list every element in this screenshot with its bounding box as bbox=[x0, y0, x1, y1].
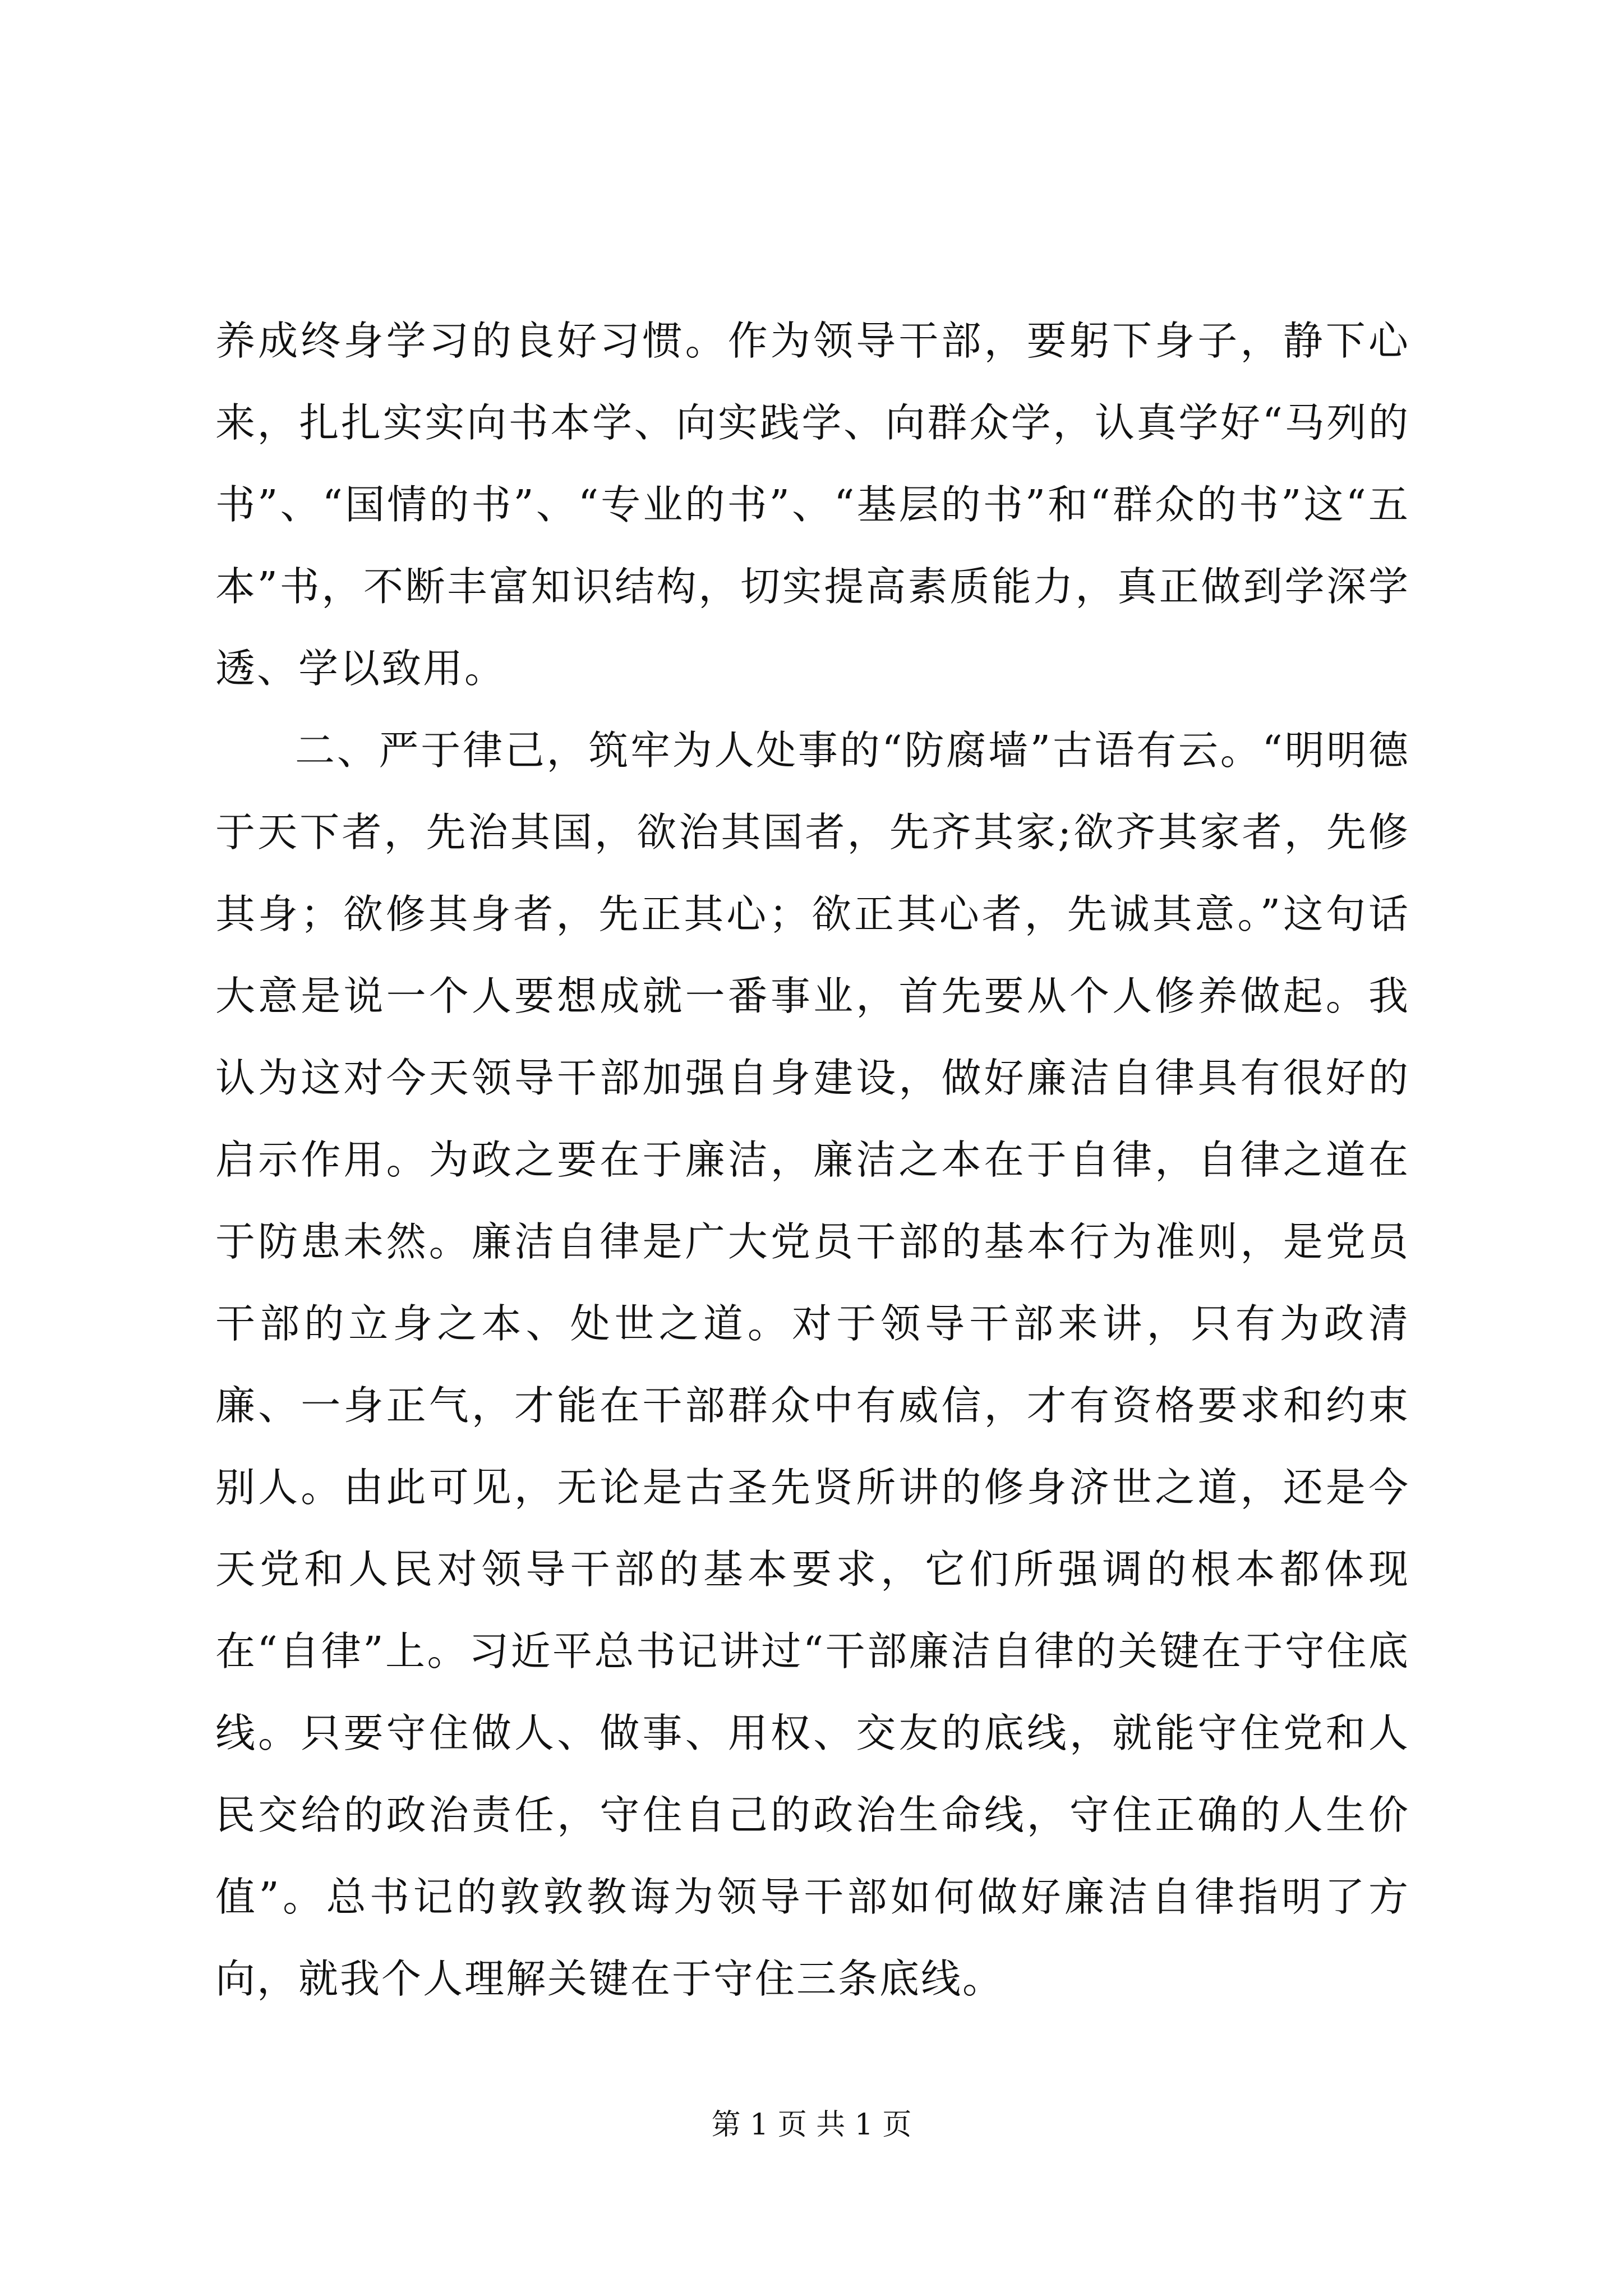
paragraph-1: 养成终身学习的良好习惯。作为领导干部，要躬下身子，静下心来，扎扎实实向书本学、向实践学、向群众学，认真学好“马列的书”、“国情的书”、“专业的书”、“基层的书”和“群众的书”这“五本”书，不断丰富知识结构，切实提高素质能力，真正做到学深学透、学以致用。 bbox=[215, 318, 1410, 692]
page-footer: 第 1 页 共 1 页 bbox=[711, 2108, 912, 2142]
document-body bbox=[215, 300, 1410, 2020]
paragraph-2: 二、严于律己，筑牢为人处事的“防腐墙”古语有云。“明明德于天下者，先治其国，欲治其国者，先齐其家;欲齐其家者，先修其身；欲修其身者，先正其心；欲正其心者，先诚其意。”这句话大意是说一个人要想成就一番事业，首先要从个人修养做起。我认为这对今天领导干部加强自身建设，做好廉洁自律具有很好的启示作用。为政之要在于廉洁，廉洁之本在于自律，自律之道在于防患未然。廉洁自律是广大党员干部的基本行为准则，是党员干部的立身之本、处世之道。对于领导干部来讲，只有为政清廉、一身正气，才能在干部群众中有威信，才有资格要求和约束别人。由此可见，无论是古圣先贤所讲的修身济世之道，还是今天党和人民对领导干部的基本要求，它们所强调的根本都体现在“自律”上。习近平总书记讲过“干部廉洁自律的关键在于守住底线。只要守住做人、做事、用权、交友的底线，就能守住党和人民交给的政治责任，守住自己的政治生命线，守住正确的人生价值”。总书记的敦敦教诲为领导干部如何做好廉洁自律指明了方向，就我个人理解关键在于守住三条底线。 bbox=[215, 727, 1410, 2002]
